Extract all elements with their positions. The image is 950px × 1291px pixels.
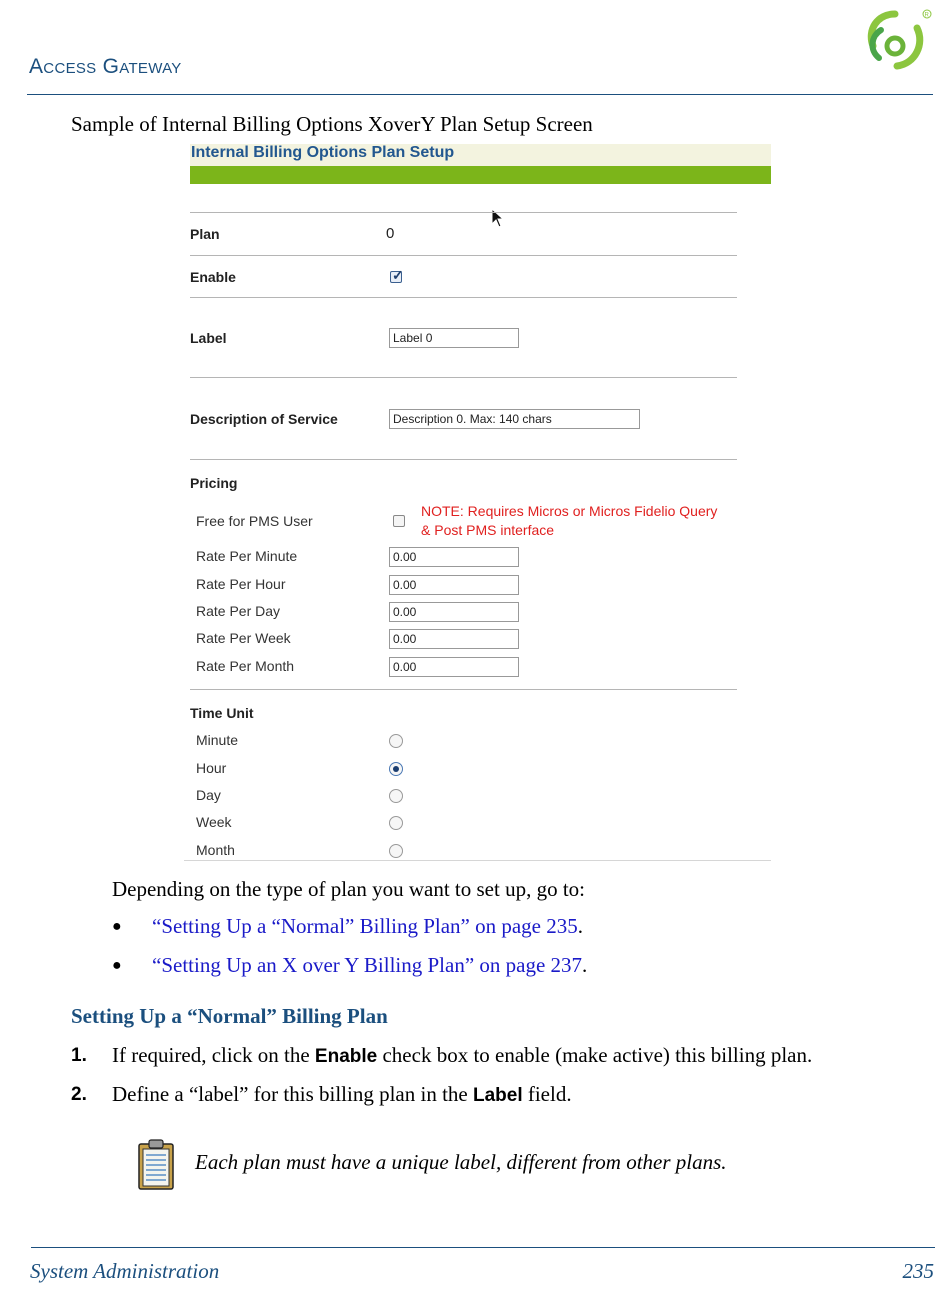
screen-green-bar (190, 166, 771, 184)
checkmark-icon: ✓ (392, 267, 404, 283)
list-item (152, 914, 583, 939)
svg-text:R: R (924, 12, 929, 19)
intro-paragraph: Depending on the type of plan you want to set up, go to: (112, 877, 586, 901)
link-normal-billing-plan[interactable]: “Setting Up a “Normal” Billing Plan” on page 235 (152, 914, 578, 938)
enable-label: Enable (190, 269, 236, 285)
link-suffix: . (577, 914, 583, 938)
step-number: 1. (71, 1045, 87, 1066)
time-unit-minute-radio[interactable] (389, 734, 403, 748)
list-item (152, 953, 587, 978)
free-pms-checkbox[interactable] (393, 515, 405, 527)
bullet-icon: ● (112, 957, 122, 974)
screen-title: Internal Billing Options Plan Setup (191, 144, 455, 161)
section-heading: Setting Up a “Normal” Billing Plan (71, 1004, 388, 1028)
radio-selected-dot (393, 766, 399, 772)
plan-label: Plan (190, 226, 220, 242)
rate-label: Rate Per Month (196, 658, 295, 674)
step-2-text (112, 1082, 572, 1107)
divider (190, 297, 737, 298)
time-unit-month-radio[interactable] (389, 844, 403, 858)
time-unit-day-radio[interactable] (389, 789, 403, 803)
mouse-cursor-icon (491, 208, 505, 228)
description-label: Description of Service (190, 411, 338, 427)
step-text: If required, click on the (112, 1043, 315, 1067)
rate-per-day-input[interactable]: 0.00 (389, 602, 519, 622)
divider (190, 689, 737, 690)
step-text: Define a “label” for this billing plan in the (112, 1082, 473, 1106)
plan-value: 0 (386, 225, 395, 242)
footer-section-title: System Administration (30, 1259, 220, 1283)
page-number: 235 (902, 1259, 934, 1283)
divider (190, 255, 737, 256)
footer-rule (31, 1247, 935, 1248)
rate-label: Rate Per Week (196, 630, 291, 646)
rate-per-minute-input[interactable]: 0.00 (389, 547, 519, 567)
time-unit-label: Hour (196, 760, 227, 776)
time-unit-week-radio[interactable] (389, 816, 403, 830)
time-unit-hour-radio[interactable] (389, 762, 403, 776)
time-unit-label: Month (196, 842, 235, 858)
rate-label: Rate Per Day (196, 603, 281, 619)
step-number: 2. (71, 1084, 87, 1105)
pms-note-line-2: & Post PMS interface (421, 522, 555, 538)
rate-label: Rate Per Hour (196, 576, 286, 592)
divider (190, 377, 737, 378)
rate-per-week-input[interactable]: 0.00 (389, 629, 519, 649)
time-unit-heading: Time Unit (190, 705, 254, 721)
rate-per-hour-input[interactable]: 0.00 (389, 575, 519, 595)
rate-label: Rate Per Minute (196, 548, 298, 564)
pricing-heading: Pricing (190, 475, 238, 491)
header-rule (27, 94, 933, 95)
enable-checkbox[interactable] (390, 267, 404, 283)
divider (190, 212, 737, 213)
figure-caption: Sample of Internal Billing Options XoverY Plan Setup Screen (71, 112, 593, 136)
link-x-over-y-billing-plan[interactable]: “Setting Up an X over Y Billing Plan” on page 237 (152, 953, 583, 977)
pms-note-line-1: NOTE: Requires Micros or Micros Fidelio Query (421, 503, 718, 519)
note-text: Each plan must have a unique label, different from other plans. (195, 1150, 727, 1174)
step-1-text (112, 1043, 812, 1068)
rate-per-month-input[interactable]: 0.00 (389, 657, 519, 677)
step-text: field. (522, 1082, 572, 1106)
running-header-title: Access Gateway (29, 55, 182, 78)
free-pms-label: Free for PMS User (196, 513, 313, 529)
bullet-icon: ● (112, 918, 122, 935)
time-unit-label: Week (196, 814, 232, 830)
label-field-label: Label (190, 330, 227, 346)
description-input[interactable]: Description 0. Max: 140 chars (389, 409, 640, 429)
link-suffix: . (582, 953, 588, 977)
note-clipboard-icon (137, 1139, 175, 1191)
divider (190, 459, 737, 460)
step-text: check box to enable (make active) this billing plan. (377, 1043, 813, 1067)
time-unit-label: Minute (196, 732, 239, 748)
company-logo-icon (855, 6, 935, 76)
ui-term: Label (472, 1085, 523, 1106)
label-input[interactable]: Label 0 (389, 328, 519, 348)
ui-term: Enable (314, 1046, 378, 1067)
time-unit-label: Day (196, 787, 221, 803)
plan-setup-screenshot (184, 142, 771, 861)
